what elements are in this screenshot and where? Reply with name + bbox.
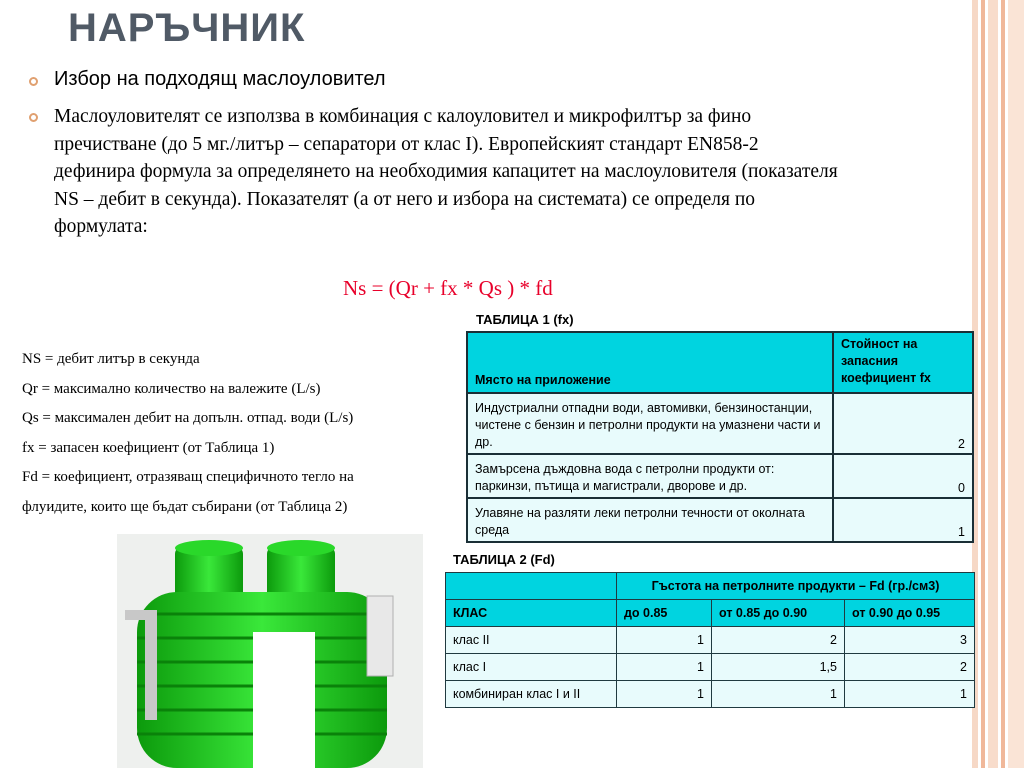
table2-header: до 0.85 (617, 600, 712, 627)
decorative-stripes (972, 0, 1024, 768)
legend-line: Qr = максимално количество на валежите (L/s) (22, 380, 321, 397)
table-cell: 1 (617, 681, 712, 708)
table2-header: от 0.85 до 0.90 (712, 600, 845, 627)
table-row (467, 498, 973, 542)
table2-header: КЛАС (446, 600, 617, 627)
table-cell: 1 (617, 627, 712, 654)
legend-line: Qs = максимален дебит на допълн. отпад. води (L/s) (22, 410, 354, 426)
page-title: НАРЪЧНИК (68, 6, 306, 50)
table1-header: Място на приложение (467, 332, 833, 393)
table-cell: Индустриални отпадни води, автомивки, бензиностанции, чистене с бензин и петролни продукти на умазнени части и др. (467, 393, 833, 454)
table-cell: 2 (712, 627, 845, 654)
table-cell: 0 (833, 454, 973, 498)
formula-legend (22, 345, 354, 522)
table-cell: 1 (833, 498, 973, 542)
table-cell: 2 (833, 393, 973, 454)
table-row (446, 654, 975, 681)
table2 (445, 572, 975, 708)
table-cell: 3 (845, 627, 975, 654)
table-row (467, 454, 973, 498)
legend-line: Fd = коефициент, отразяващ специфичното тегло на (22, 469, 354, 485)
oil-separator-image (117, 534, 423, 768)
legend-line: fx = запасен коефициент (от Таблица 1) (22, 439, 275, 456)
table-cell: клас II (446, 627, 617, 654)
table-cell: 1 (617, 654, 712, 681)
table1-caption: ТАБЛИЦА 1 (fx) (476, 312, 574, 327)
table-cell: Замърсена дъждовна вода с петролни продукти от: паркинзи, пътища и магистрали, дворове и др. (467, 454, 833, 498)
table-row (467, 393, 973, 454)
table2-header: от 0.90 до 0.95 (845, 600, 975, 627)
bullet-icon (29, 77, 38, 86)
table1-header: Стойност на запасния коефициент fx (833, 332, 973, 393)
table-cell: 1,5 (712, 654, 845, 681)
table-cell: Улавяне на разляти леки петролни течности от околната среда (467, 498, 833, 542)
table-row (446, 627, 975, 654)
bullet-icon (29, 113, 38, 122)
oil-separator-tank-icon (117, 534, 423, 768)
table1 (466, 331, 974, 543)
table-cell: 1 (712, 681, 845, 708)
table-cell: комбиниран клас I и II (446, 681, 617, 708)
table-cell: 1 (845, 681, 975, 708)
legend-line: NS = дебит литър в секунда (22, 351, 200, 367)
legend-line: флуидите, които ще бъдат събирани (от Таблица 2) (22, 498, 348, 515)
table2-group-header: Гъстота на петролните продукти – Fd (гр./см3) (617, 573, 975, 600)
table-row (446, 681, 975, 708)
formula: Ns = (Qr + fx * Qs ) * fd (343, 276, 553, 300)
bullet-heading: Избор на подходящ маслоуловител (54, 68, 386, 90)
table-cell: клас I (446, 654, 617, 681)
table2-caption: ТАБЛИЦА 2 (Fd) (453, 552, 555, 567)
bullet-paragraph: Маслоуловителят се използва в комбинация с калоуловител и микрофилтър за фино пречистване (до 5 мг./литър – сепаратори от клас I). Европейският стандарт EN858-2 дефинира формула за определянето на необходимия капацитет на маслоуловителя (показателя NS – дебит в секунда). Показателят (а от него и избора на системата) се определя по формулата: (54, 106, 838, 237)
table-cell: 2 (845, 654, 975, 681)
